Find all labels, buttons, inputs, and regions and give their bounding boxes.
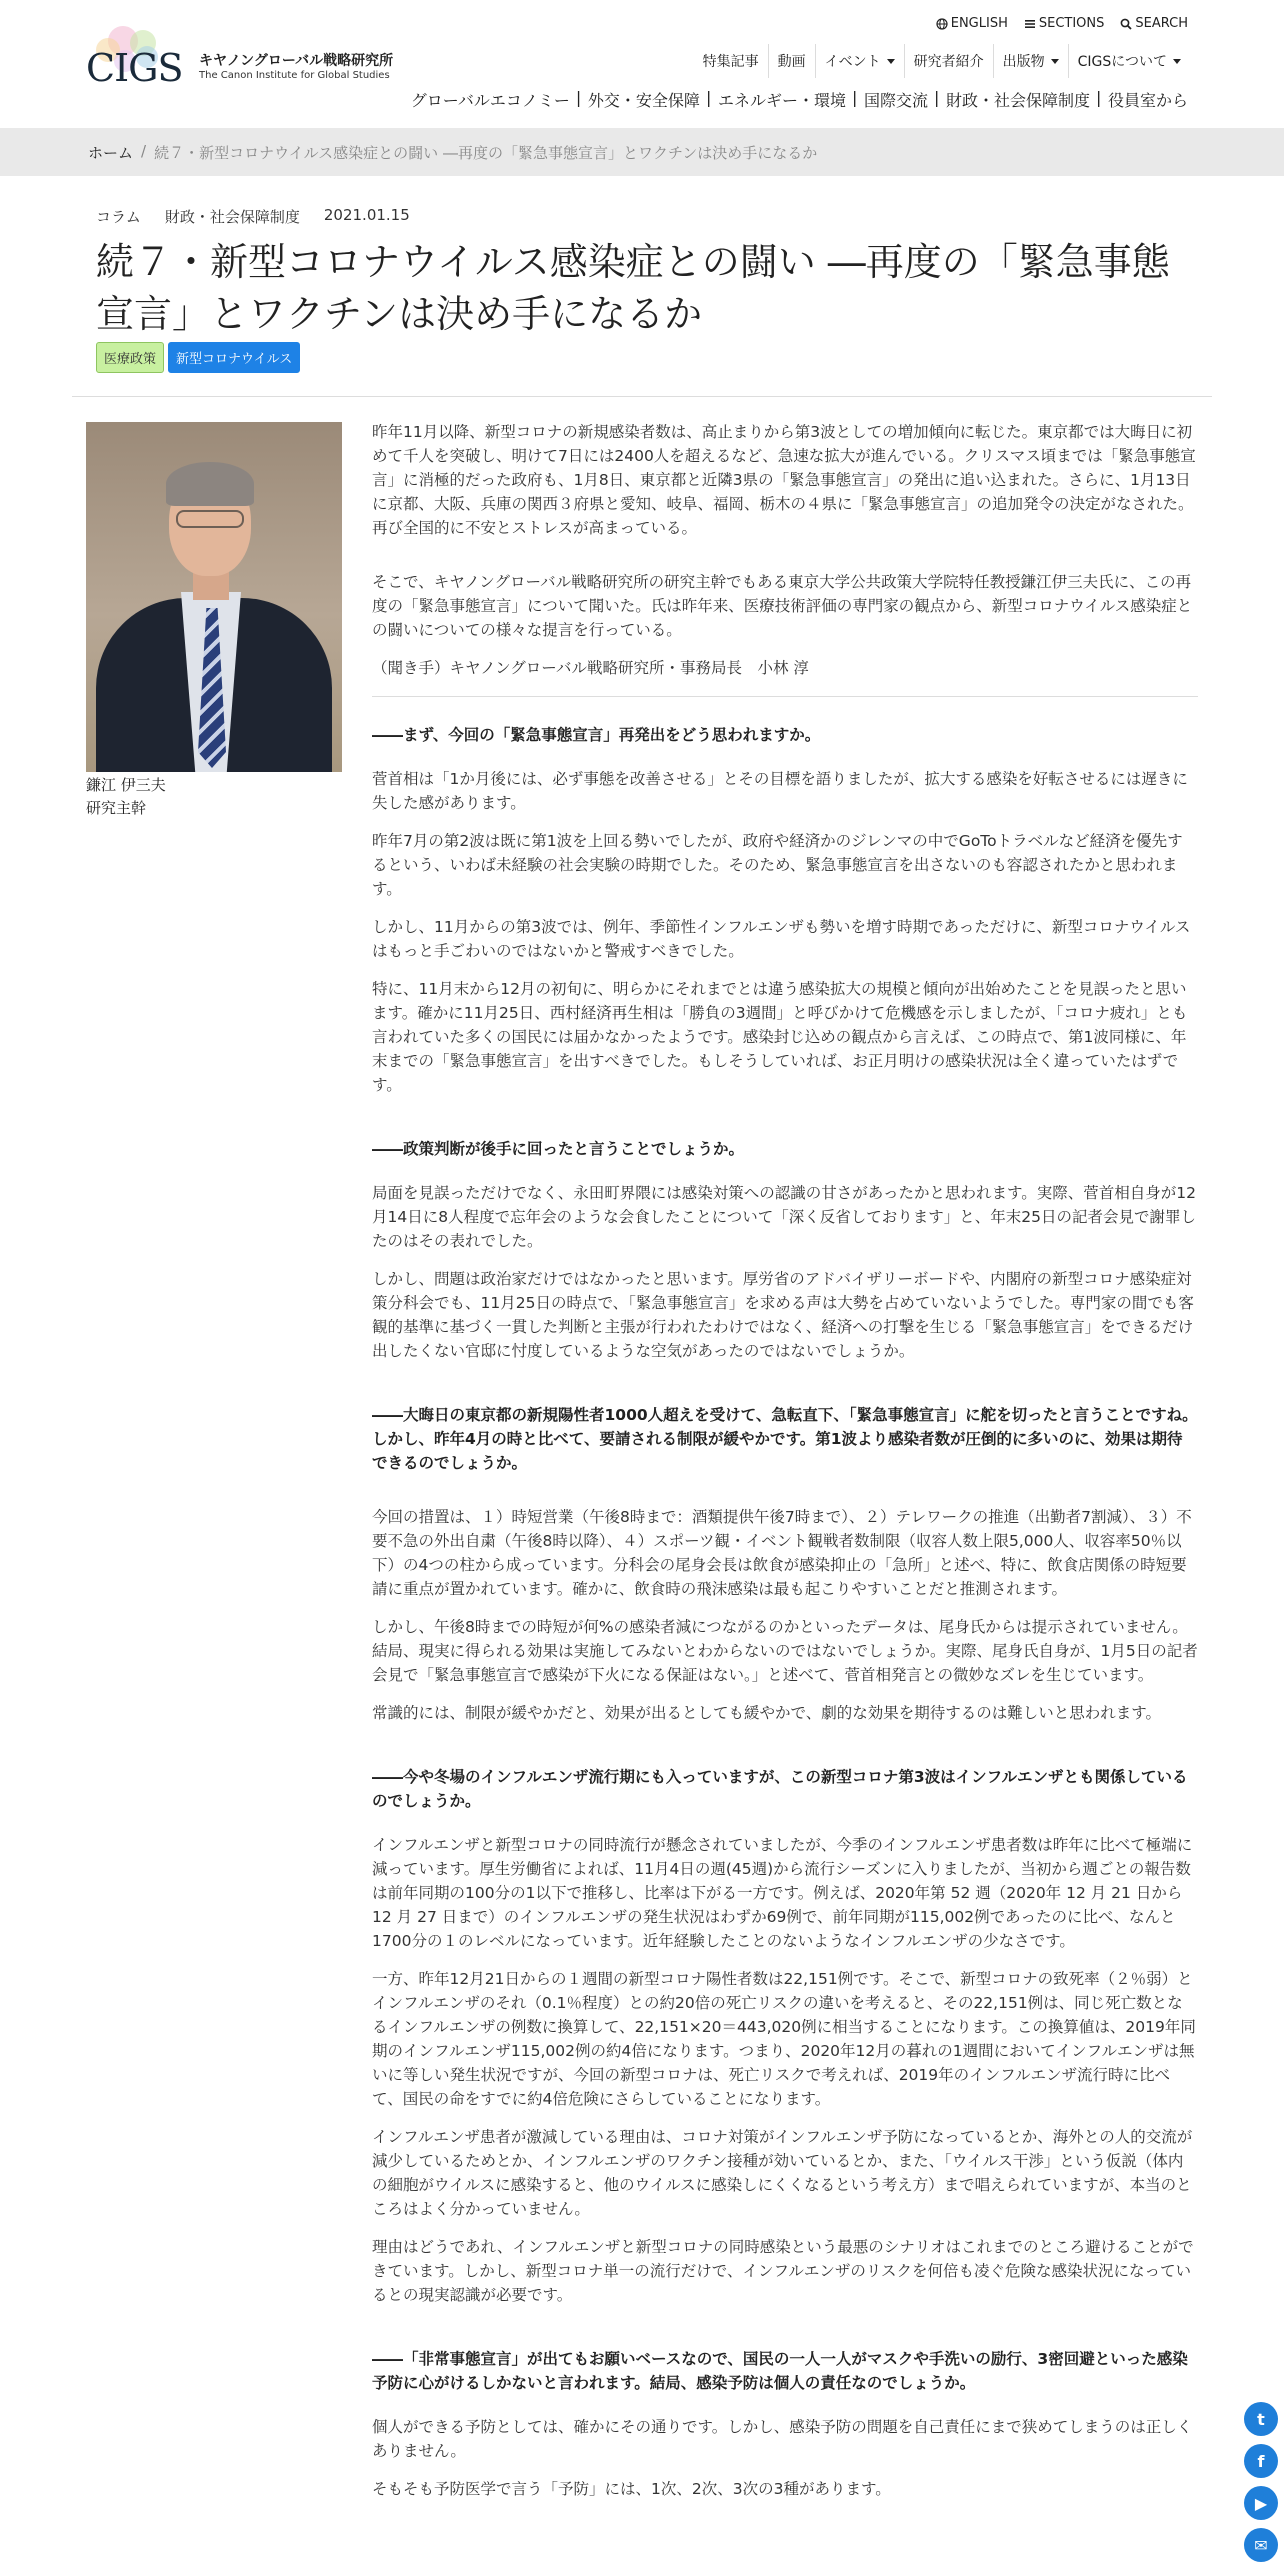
main-nav	[402, 88, 1188, 111]
tag-covid[interactable]: 新型コロナウイルス	[168, 342, 300, 373]
english-link[interactable]	[936, 16, 1008, 31]
sections-link[interactable]	[1024, 16, 1105, 31]
answer-paragraph: 局面を見誤っただけでなく、永田町界隈には感染対策への認識の甘さがあったかと思われます。実際、菅首相自身が12月14日に8人程度で忘年会のような会食したことについて「深く反省しております」と、年末25日の記者会見で謝罪したのはその表れでした。	[372, 1184, 1197, 1250]
subnav-label: イベント	[824, 54, 881, 70]
answer-paragraph: 菅首相は「1か月後には、必ず事態を改善させる」とその目標を語りましたが、拡大する感染を好転させるには遅きに失した感があります。	[372, 770, 1188, 812]
mainnav-executive[interactable]: | 役員室から	[1099, 88, 1188, 111]
breadcrumb-bar	[0, 128, 1284, 176]
answer-paragraph: 今回の措置は、１）時短営業（午後8時まで：酒類提供午後7時まで）、２）テレワークの推進（出勤者7割減）、３）不要不急の外出自粛（午後8時以降）、４）スポーツ観・イベント観戦者数制限（収容人数上限5,000人、収容率50％以下）の4つの柱から成っています。分科会の尾身会長は飲食が感染抑止の「急所」と述べ、特に、飲食店関係の時短要請に重点が置かれています。確かに、飲食時の飛沫感染は最も起こりやすいことだと推測されます。	[372, 1508, 1192, 1598]
subnav-features[interactable]	[694, 44, 768, 78]
sections-label: SECTIONS	[1038, 16, 1105, 31]
answer-paragraph: 特に、11月末から12月の初旬に、明らかにそれまでとは違う感染拡大の規模と傾向が出始めたことを見誤ったと思います。確かに11月25日、西村経済再生相は「勝負の3週間」と呼びかけて危機感を示しましたが、「コロナ疲れ」とも言われていた多くの国民には届かなかったようです。感染封じ込めの観点から言えば、この時点で、第1波同様に、年末までの「緊急事態宣言」を出すべきでした。もしそうしていれば、お正月明けの感染状況は全く違っていたはずです。	[372, 980, 1188, 1094]
article-section[interactable]: 財政・社会保障制度	[164, 208, 300, 226]
mainnav-global-economy[interactable]: グローバルエコノミー	[410, 91, 570, 110]
menu-icon	[1024, 18, 1036, 30]
subnav-researchers[interactable]	[904, 44, 993, 78]
subnav-videos[interactable]	[768, 44, 815, 78]
subnav-label: 研究者紹介	[913, 54, 984, 70]
content-divider	[372, 696, 1198, 697]
question-heading: ――今や冬場のインフルエンザ流行期にも入っていますが、この新型コロナ第3波はインフルエンザとも関係しているのでしょうか。	[372, 1768, 1188, 1810]
answer-paragraph: 昨年7月の第2波は既に第1波を上回る勢いでしたが、政府や経済かのジレンマの中でGoToトラベルなど経済を優先するという、いわば未経験の社会実験の時期でした。そのため、緊急事態宣言を出さないのも容認されたかと思われます。	[372, 832, 1183, 898]
article-body	[372, 420, 1198, 2515]
english-label: ENGLISH	[950, 16, 1008, 31]
mainnav-fiscal[interactable]: | 財政・社会保障制度	[937, 88, 1099, 111]
subnav-label: 特集記事	[702, 54, 759, 70]
answer-paragraph: 個人ができる予防としては、確かにその通りです。しかし、感染予防の問題を自己責任にまで狭めてしまうのは正しくありません。	[372, 2418, 1193, 2460]
social-share-bar	[1244, 2402, 1278, 2562]
author-name[interactable]: 鎌江 伊三夫	[86, 776, 166, 794]
answer-paragraph: 常識的には、制限が緩やかだと、効果が出るとしても緩やかで、劇的な効果を期待するのは難しいと思われます。	[372, 1704, 1161, 1722]
email-icon[interactable]: ✉	[1244, 2528, 1278, 2562]
search-icon	[1120, 18, 1132, 30]
logo-name-jp: キヤノングローバル戦略研究所	[199, 53, 394, 69]
globe-icon	[936, 18, 948, 30]
author-role: 研究主幹	[86, 799, 147, 817]
answer-paragraph: 理由はどうであれ、インフルエンザと新型コロナの同時感染という最悪のシナリオはこれまでのところ避けることができています。しかし、新型コロナ単一の流行だけで、インフルエンザのリスクを何倍も凌ぐ危険な感染状況になっているとの現実認識が必要です。	[372, 2238, 1194, 2304]
sub-nav	[694, 44, 1190, 78]
chevron-down-icon	[1173, 59, 1181, 64]
logo-name-en: The Canon Institute for Global Studies	[199, 70, 390, 81]
mainnav-energy[interactable]: | エネルギー・環境	[709, 88, 855, 111]
intro-paragraph: 昨年11月以降、新型コロナの新規感染者数は、高止まりから第3波としての増加傾向に転じた。東京都では大晦日に初めて千人を突破し、明けて7日には2400人を超えるなど、急速な拡大が進んでいる。クリスマス頃までは「緊急事態宣言」に消極的だった政府も、1月8日、東京都と近隣3県の「緊急事態宣言」の発出に追い込まれた。さらに、1月13日に京都、大阪、兵庫の関西３府県と愛知、岐阜、福岡、栃木の４県に「緊急事態宣言」の追加発令の決定がなされた。再び全国的に不安とストレスが高まっている。	[372, 423, 1196, 537]
youtube-icon[interactable]: ▶	[1244, 2486, 1278, 2520]
site-logo[interactable]	[86, 24, 394, 98]
answer-paragraph: しかし、11月からの第3波では、例年、季節性インフルエンザも勢いを増す時期であっただけに、新型コロナウイルスはもっと手ごわいのではないかと警戒すべきでした。	[372, 918, 1191, 960]
answer-paragraph: しかし、問題は政治家だけではなかったと思います。厚労省のアドバイザリーボードや、内閣府の新型コロナ感染症対策分科会でも、11月25日の時点で、「緊急事態宣言」を求める声は大勢を占めていないようでした。専門家の間でも客観的基準に基づく一貫した判断と主張が行われたわけではなく、経済への打撃を生じる「緊急事態宣言」をできるだけ出したくない官邸に忖度しているような空気があったのではないでしょうか。	[372, 1270, 1194, 1360]
breadcrumb-current: 続７・新型コロナウイルス感染症との闘い ―再度の「緊急事態宣言」とワクチンは決め手になるか	[154, 144, 818, 162]
article-meta	[96, 206, 410, 227]
subnav-label: CIGSについて	[1077, 54, 1167, 70]
subnav-label: 動画	[777, 54, 806, 70]
page-title: 続７・新型コロナウイルス感染症との闘い ―再度の「緊急事態宣言」とワクチンは決め手になるか	[96, 240, 1170, 336]
chevron-down-icon	[1051, 59, 1059, 64]
subnav-about[interactable]	[1068, 44, 1190, 78]
answer-paragraph: 一方、昨年12月21日からの１週間の新型コロナ陽性者数は22,151例です。そこで、新型コロナの致死率（２％弱）とインフルエンザのそれ（0.1％程度）との約20倍の死亡リスクの違いを考えると、その22,151例は、同じ死亡数となるインフルエンザの例数に換算して、22,151×20＝443,020例に相当することになります。この換算値は、2019年同期のインフルエンザ115,002例の約4倍になります。つまり、2020年12月の暮れの1週間においてインフルエンザは無いに等しい発生状況ですが、今回の新型コロナは、死亡リスクで考えれば、2019年のインフルエンザ流行時に比べて、国民の命をすでに約4倍危険にさらしていることになります。	[372, 1970, 1196, 2108]
site-header	[0, 0, 1284, 128]
twitter-icon[interactable]: t	[1244, 2402, 1278, 2436]
question-heading: ――まず、今回の「緊急事態宣言」再発出をどう思われますか。	[372, 726, 821, 744]
breadcrumb-home[interactable]: ホーム	[88, 144, 134, 162]
search-link[interactable]	[1120, 16, 1188, 31]
question-heading: ――「非常事態宣言」が出てもお願いベースなので、国民の一人一人がマスクや手洗いの励行、3密回避といった感染予防に心がけるしかないと言われます。結局、感染予防は個人の責任なのでしょうか。	[372, 2350, 1188, 2392]
logo-wordmark: CIGS	[86, 46, 183, 90]
utility-nav	[936, 16, 1188, 31]
answer-paragraph: そもそも予防医学で言う「予防」には、1次、2次、3次の3種があります。	[372, 2480, 891, 2498]
article-date: 2021.01.15	[323, 206, 410, 224]
tag-list	[96, 342, 300, 373]
intro-paragraph: そこで、キヤノングローバル戦略研究所の研究主幹でもある東京大学公共政策大学院特任教授鎌江伊三夫氏に、この再度の「緊急事態宣言」について聞いた。氏は昨年来、医療技術評価の専門家の観点から、新型コロナウイルス感染症との闘いについての様々な提言を行っている。	[372, 573, 1193, 639]
subnav-label: 出版物	[1002, 54, 1045, 70]
tag-medical-policy[interactable]: 医療政策	[96, 342, 164, 373]
answer-paragraph: しかし、午後8時までの時短が何%の感染者減につながるのかといったデータは、尾身氏からは提示されていません。結局、現実に得られる効果は実施してみないとわからないのではないでしょうか。実際、尾身氏自身が、1月5日の記者会見で「緊急事態宣言で感染が下火になる保証はない。」と述べて、菅首相発言との微妙なズレを生じています。	[372, 1618, 1198, 1684]
search-label: SEARCH	[1135, 16, 1188, 31]
chevron-down-icon	[887, 59, 895, 64]
answer-paragraph: インフルエンザと新型コロナの同時流行が懸念されていましたが、今季のインフルエンザ患者数は昨年に比べて極端に減っています。厚生労働省によれば、11月4日の週(45週)から流行シーズンに入りましたが、当初から週ごとの報告数は前年同期の100分の1以下で推移し、比率は下がる一方です。例えば、2020年第 52 週（2020年 12 月 21 日から12 月 27 日まで）のインフルエンザの発生状況はわずか69例で、前年同期が115,002例であったのに比べ、なんと1700分の１のレベルになっています。近年経験したことのないようなインフルエンザの少なさです。	[372, 1836, 1193, 1950]
breadcrumb	[88, 142, 817, 163]
question-heading: ――大晦日の東京都の新規陽性者1000人超えを受けて、急転直下、「緊急事態宣言」に舵を切ったと言うことですね。しかし、昨年4月の時と比べて、要請される制限が緩やかです。第1波より感染者数が圧倒的に多いのに、効果は期待できるのでしょうか。	[372, 1406, 1198, 1472]
article-category: コラム	[96, 208, 141, 226]
answer-paragraph: インフルエンザ患者が激減している理由は、コロナ対策がインフルエンザ予防になっているとか、海外との人的交流が減少しているためとか、インフルエンザのワクチン接種が効いているとか、また、「ウイルス干渉」という仮説（体内の細胞がウイルスに感染すると、他のウイルスに感染しにくくなるという考え方）まで唱えられていますが、本当のところはよく分かっていません。	[372, 2128, 1193, 2218]
mainnav-international[interactable]: | 国際交流	[855, 88, 937, 111]
author-photo	[86, 422, 342, 772]
subnav-publications[interactable]	[993, 44, 1068, 78]
header-divider	[72, 396, 1212, 397]
subnav-events[interactable]	[815, 44, 904, 78]
facebook-icon[interactable]: f	[1244, 2444, 1278, 2478]
breadcrumb-separator: /	[141, 142, 147, 160]
question-heading: ――政策判断が後手に回ったと言うことでしょうか。	[372, 1140, 745, 1158]
mainnav-diplomacy[interactable]: | 外交・安全保障	[579, 88, 709, 111]
interviewer-credit: （聞き手）キヤノングローバル戦略研究所・事務局長 小林 淳	[372, 659, 809, 677]
